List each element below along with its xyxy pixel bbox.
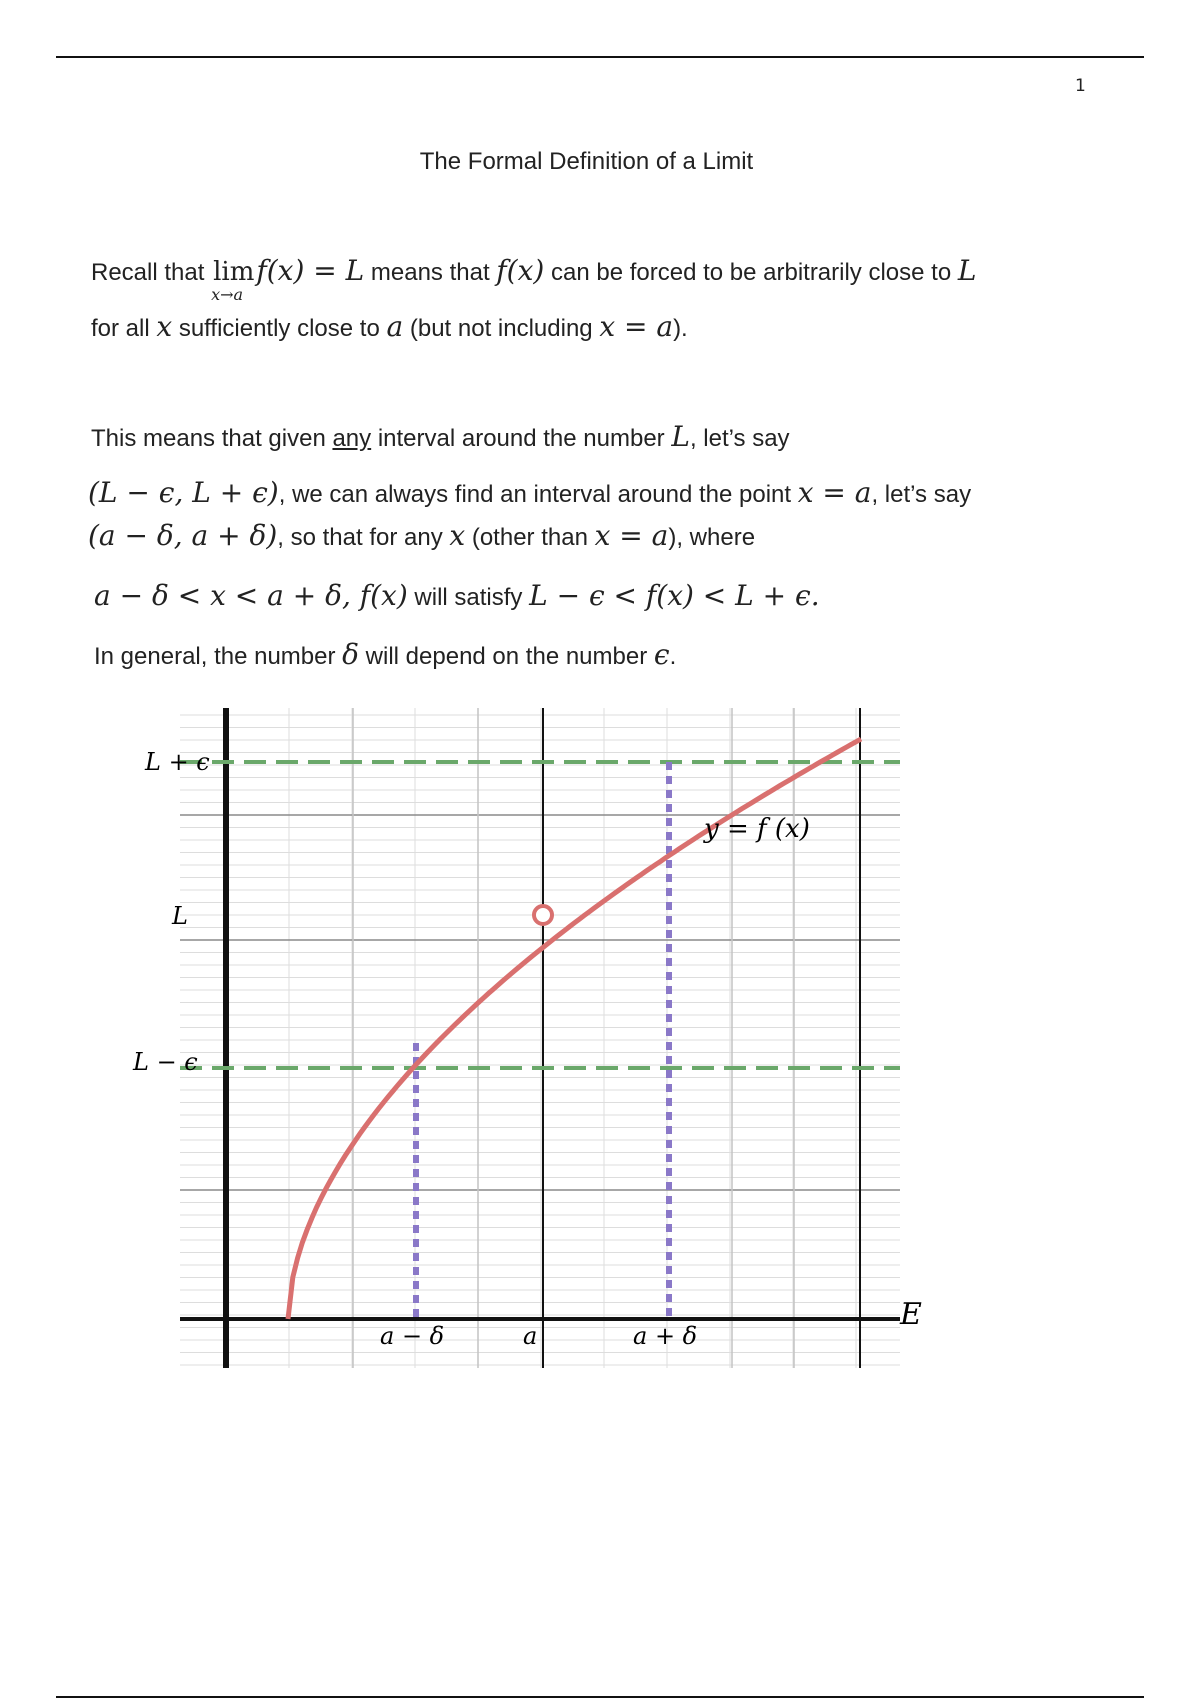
label-l-plus-epsilon: L + ϵ [145,748,210,776]
math: x [449,519,466,552]
text: , let’s say [689,425,790,452]
label-a-minus-delta: a − δ [380,1322,445,1350]
bottom-rule [56,1696,1144,1698]
label-a-plus-delta: a + δ [633,1322,698,1350]
hole-point [534,906,552,924]
math: δ [342,638,360,671]
math: x = a [797,476,872,509]
text: This means that given [91,425,333,452]
text: will satisfy [407,584,530,611]
text: , we can always find an interval around the point [278,481,798,508]
text: , so that for any [277,524,450,551]
underlined-text: any [332,425,372,452]
text: (other than [465,524,595,551]
text: interval around the number [371,425,672,452]
label-l-minus-epsilon: L − ϵ [133,1048,198,1076]
math: ϵ [653,638,670,671]
math: x = a [599,310,674,343]
label-curve: y = f (x) [704,814,810,844]
text: , let’s say [871,481,972,508]
math: L [671,420,690,453]
math: x [156,310,173,343]
text: means that [364,259,497,286]
math: (a − δ, a + δ) [88,519,278,552]
math: a − δ < x < a + δ, f(x) [94,579,408,612]
grid-minor [180,708,900,1368]
label-l: L [172,902,188,930]
text: will depend on the number [359,643,654,670]
grid-major [180,708,900,1368]
text: for all [91,315,157,342]
label-axis-end: E [900,1297,922,1332]
math: x = a [594,519,669,552]
text: In general, the number [94,643,343,670]
math: f(x) = L [256,254,365,287]
math: L [957,254,977,287]
math: L − ϵ < f(x) < L + ϵ. [529,579,820,612]
lim-text: lim [213,257,255,287]
text: ), where [668,524,756,551]
page-number: 1 [1075,76,1086,96]
text: can be forced to be arbitrarily close to [544,259,958,286]
page-title: The Formal Definition of a Limit [419,148,754,175]
text: Recall that [91,259,212,286]
math: f(x) [496,254,545,287]
text: (but not including [403,315,600,342]
math: a [386,310,404,343]
lim-subscript: x→a [211,285,244,304]
text: ). [673,315,688,342]
label-a: a [523,1322,538,1350]
math: (L − ϵ, L + ϵ) [88,476,279,509]
text: sufficiently close to [172,315,387,342]
text: . [669,643,677,670]
